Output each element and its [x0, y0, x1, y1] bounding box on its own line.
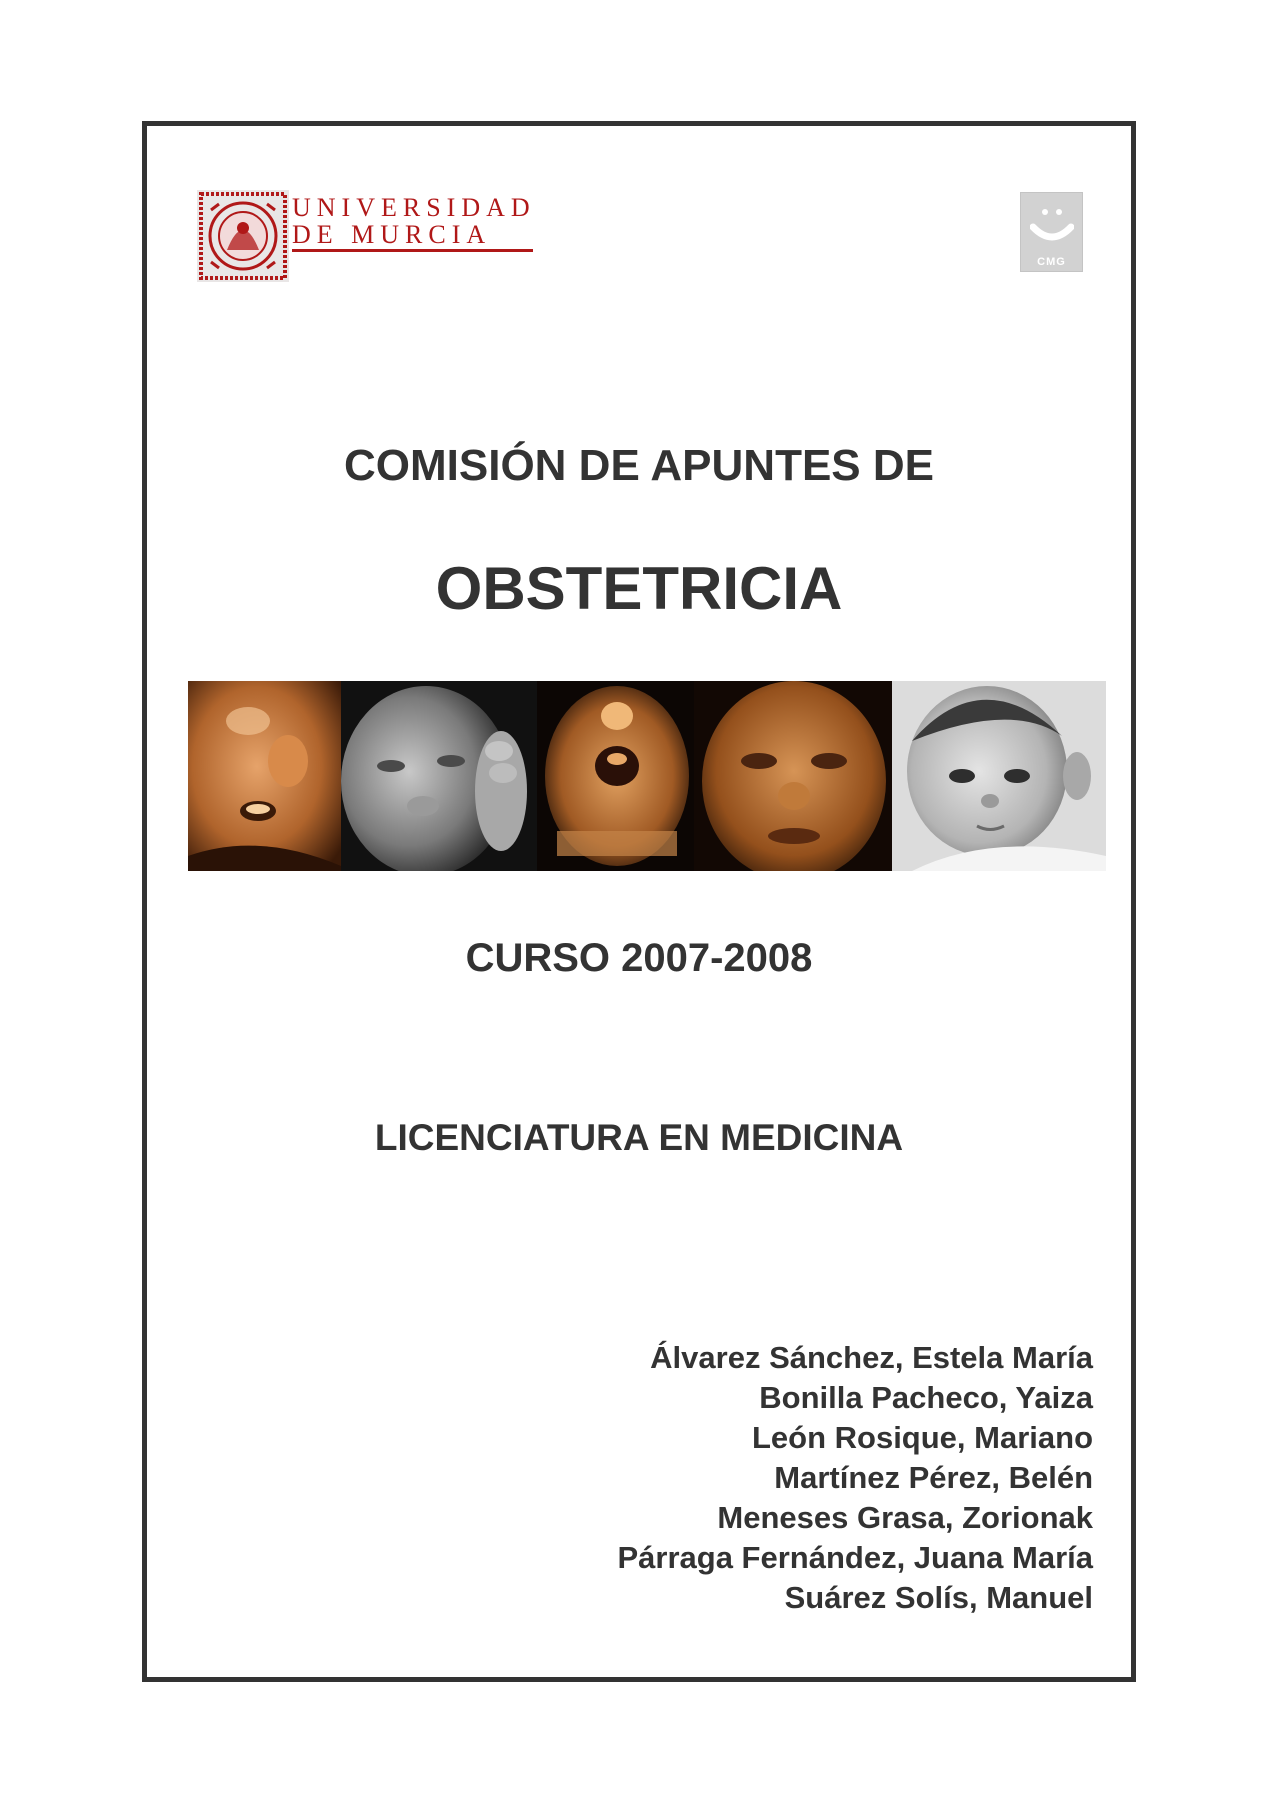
cover-title-line-1: COMISIÓN DE APUNTES DE [344, 441, 934, 490]
author-list [617, 1338, 1093, 1618]
universidad-de-murcia-logo [197, 190, 537, 284]
author-name: Martínez Pérez, Belén [774, 1460, 1093, 1495]
cmg-logo [1020, 192, 1083, 272]
author-name: Suárez Solís, Manuel [784, 1580, 1093, 1615]
author-name: León Rosique, Mariano [751, 1420, 1093, 1455]
author-name: Meneses Grasa, Zorionak [717, 1500, 1093, 1535]
university-logo-rule [292, 249, 533, 252]
cmg-logo-label: CMG [1037, 256, 1066, 268]
degree-name: LICENCIATURA EN MEDICINA [374, 1117, 904, 1158]
newborn-photo [892, 681, 1106, 871]
fetal-ultrasound-image-3 [537, 681, 694, 871]
photo-strip [188, 681, 1106, 871]
university-name-line-1: UNIVERSIDAD [292, 193, 536, 222]
fetal-ultrasound-image-4 [694, 681, 892, 871]
author-name: Álvarez Sánchez, Estela María [650, 1340, 1093, 1375]
cover-title-line-2: OBSTETRICIA [435, 555, 843, 622]
university-seal-icon [197, 190, 289, 282]
smiley-icon [1030, 199, 1074, 251]
course-year: CURSO 2007-2008 [465, 936, 813, 980]
author-name: Bonilla Pacheco, Yaiza [759, 1380, 1093, 1415]
fetal-ultrasound-image-2 [341, 681, 537, 871]
author-name: Párraga Fernández, Juana María [617, 1540, 1093, 1575]
university-name-line-2: DE MURCIA [292, 220, 492, 249]
fetal-ultrasound-image-1 [188, 681, 341, 871]
university-name [292, 194, 536, 248]
cover-frame [142, 121, 1136, 1682]
